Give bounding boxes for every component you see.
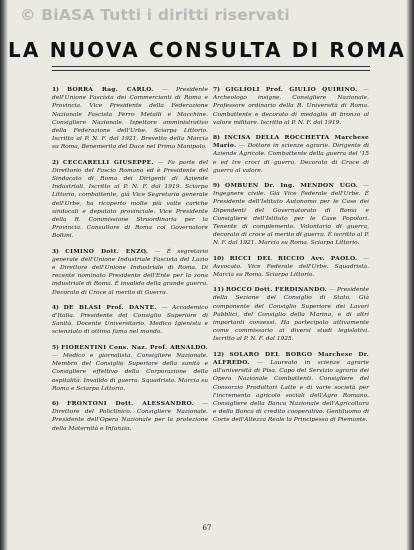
member-name: GIGLIOLI Prof. GIULIO QUIRINO. bbox=[225, 86, 358, 93]
left-column bbox=[52, 86, 208, 440]
member-entry bbox=[52, 344, 208, 393]
entry-number: 4) bbox=[52, 303, 59, 311]
member-description: — Laureato in scienze agrarie all'università di Pisa. Capo del Servizio agrario dei Opera Nazionale Combattenti. Consigliere del Consorzio Produttori Latte e di varie società per l'incremento agricolo sociali dell'Agro Romano. Consigliere della Banca Nazionale dell'Agricoltura e della Banca di credito cooperativo. Gentiluomo di Corte dell'Altezza Reale la Principessa di Piemonte. bbox=[213, 359, 369, 424]
member-description: — Dottore in scienze agrarie. Dirigente di Aziende Agricole. Combattente della guerra del '15 e ed tre croci di guerra. Decorato di Croce di guerra al valore. bbox=[213, 143, 370, 174]
member-description: — Direttore del Policlinico. Consigliere Nazionale. Presidente dell'Opera Nazionale per la protezione della Maternità e Infanzia. bbox=[52, 400, 209, 432]
member-entry bbox=[52, 159, 208, 241]
member-entry bbox=[52, 304, 208, 337]
right-column bbox=[213, 86, 369, 432]
member-description: — Archeologo insigne. Consigliere Nazionale. Professore ordinario della R. Università di Roma. Combattente e decorato di medaglia di bronzo al valore militare. Iscritto al P. N. F. dal 1919. bbox=[213, 87, 369, 126]
member-description: — Accademico d'Italia. Presidente del Consiglio Superiore di Sanità. Docente Universitario. Medico Igienista e scienziato di ottima fama nel mondo. bbox=[52, 304, 209, 336]
member-entry bbox=[52, 248, 208, 297]
entry-number: 1) bbox=[52, 86, 59, 93]
member-entry bbox=[213, 86, 369, 127]
member-name: SOLARO DEL BORGO Marchese Dr. ALFREDO. bbox=[213, 350, 370, 366]
member-name: RICCI DEL RICCIO Avv. PAOLO. bbox=[229, 254, 358, 262]
member-entry bbox=[52, 86, 208, 152]
member-entry bbox=[213, 134, 369, 175]
member-name: ROCCO Dott. FERDINANDO. bbox=[226, 286, 328, 294]
page-title: LA NUOVA CONSULTA DI ROMA bbox=[7, 38, 406, 62]
member-description: — Presidente della Sezione del Consiglio di Stato. Già componente del Consiglio Superiore dei Lavori Pubblici, del Consiglio della Marina, e di altri importanti consessi. Ha partecipato attivamente come commissario ai diversi studi legislativi. Iscritto al P. N. F. dal 1925. bbox=[213, 287, 369, 343]
member-description: — Fa parte del Direttorio del Fascio Romano ed è Presidente del Sindacato di Roma dei Dirigenti di Aziende Industriali. Iscritto al P. N. F. dal 1919. Sciarpa Littorio, combattente, già Vice Segretario generale dell'Urbe, ha ricoperto molte più volte cariche sindacali e deputato provinciale. Vice Presidente della R. Commissione Straordinaria per la Provincia. Consultore di Roma col Governatore Boltini. bbox=[52, 159, 209, 240]
member-description: — Avvocato. Vice Federale dell'Urbe. Squadrista. Marcia su Roma. Sciarpa Littorio. bbox=[213, 255, 370, 279]
member-name: INCISA DELLA ROCCHETTA Marchese Mario. bbox=[213, 134, 370, 150]
member-description: — Ingegnere civile. Già Vice Federale dell'Urbe. È Presidente dell'Istituto Autonomo per le Case dei Dipendenti del Governatorato di Roma e Consigliere dell'Istituto per le Case Popolari. Tenente di complemento. Volontario di guerra, decorato di croce al merito di guerra. È iscritto al P. N. F. dal 1921. Marcia su Roma. Sciarpa Littorio. bbox=[213, 183, 370, 247]
entry-number: 11) bbox=[213, 286, 224, 294]
entry-number: 7) bbox=[213, 86, 220, 93]
entry-number: 10) bbox=[213, 254, 224, 262]
member-entry bbox=[213, 351, 369, 425]
page-number: 67 bbox=[202, 524, 212, 532]
member-name: OMBUEN Dr. Ing. MENDON UGO. bbox=[225, 182, 358, 190]
copyright-watermark: © BiASA Tutti i diritti riservati bbox=[20, 6, 290, 24]
member-name: CIMINO Dott. ENZO. bbox=[65, 247, 149, 255]
scan-edge-left bbox=[0, 0, 8, 550]
title-rule-top bbox=[52, 66, 370, 67]
member-name: BORRA Rag. CARLO. bbox=[67, 86, 154, 93]
title-rule-bottom bbox=[52, 70, 370, 71]
entry-number: 9) bbox=[213, 182, 220, 190]
entry-number: 6) bbox=[52, 399, 59, 407]
scan-edge-right bbox=[406, 0, 414, 550]
member-description: — È segretario generale dell'Unione Industriale Fascista del Lazio e Direttore dell'Unione Industriale di Roma. Di recente nominato Presidente dell'Ente per la zona industriale di Roma. È invalido della grande guerra. Decorato di Croce al merito di Guerra. bbox=[52, 248, 208, 296]
member-entry bbox=[52, 400, 208, 433]
entry-number: 3) bbox=[52, 247, 59, 255]
entry-number: 8) bbox=[213, 134, 220, 142]
member-name: DE BLASI Prof. DANTE. bbox=[63, 303, 157, 311]
member-description: — Medico e giornalista. Consigliere Nazionale. Membro del Consiglio Superiore della sanità e Consigliere effettivo della Corporazione della ospitalità. Invalido di guerra. Squadrista. Marcia su Roma e Sciarpa Littorio. bbox=[52, 352, 208, 392]
entry-number: 2) bbox=[52, 158, 59, 166]
entry-number: 12) bbox=[213, 350, 224, 358]
member-entry bbox=[213, 286, 369, 343]
member-entry bbox=[213, 182, 369, 248]
member-description: — Presidente dell'Unione Fascista dei Commercianti di Roma e Provincia. Vice Presidente della Federazione Nazionale Fascista Ferro Metalli e Macchine. Consigliere Nazionale. Ispettore amministrativo della Federazione dell'Urbe. Sciarpa Littorio. Iscritto al P. N. F. dal 1921. Brevetto della Marcia su Roma, Benemerito del Duce nel Primo Manipolo. bbox=[52, 87, 209, 151]
entry-number: 5) bbox=[52, 343, 59, 351]
member-name: FRONTONI Dott. ALESSANDRO. bbox=[67, 399, 194, 407]
member-name: CECCARELLI GIUSEPPE. bbox=[62, 158, 154, 166]
member-entry bbox=[213, 255, 369, 280]
member-name: FIORENTINI Cons. Naz. Prof. ARNALDO. bbox=[61, 343, 208, 351]
